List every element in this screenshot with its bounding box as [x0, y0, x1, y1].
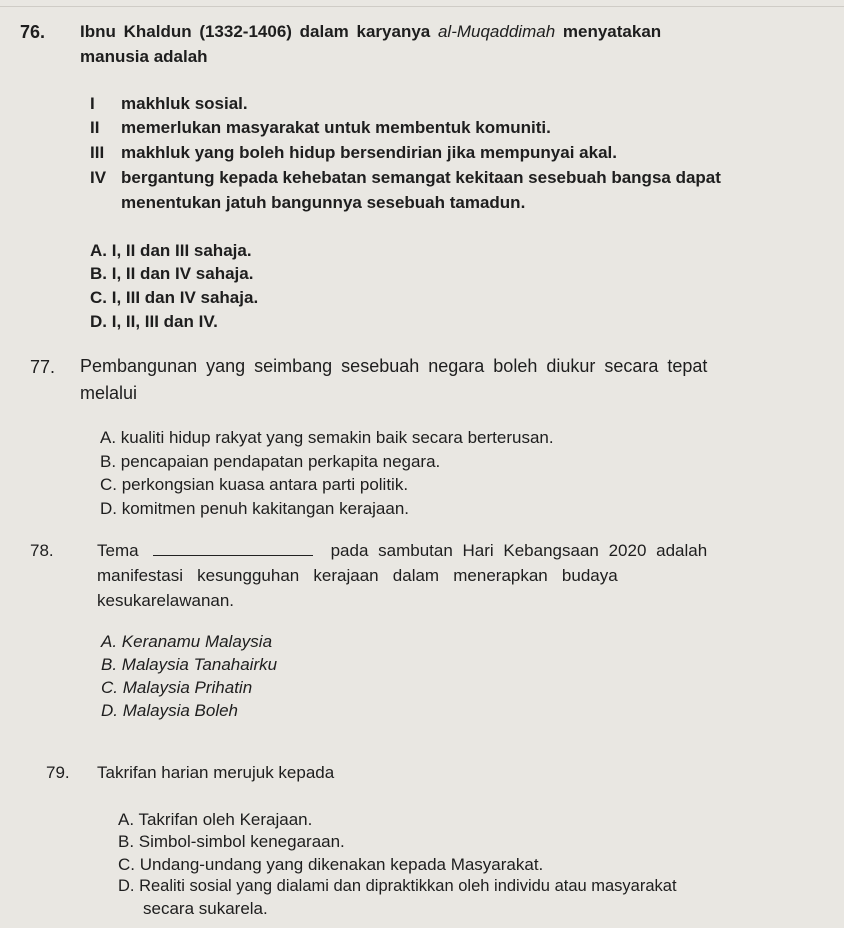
option-c[interactable]: C. Undang-undang yang dikenakan kepada Masyarakat.: [118, 855, 544, 874]
option-d[interactable]: D. Realiti sosial yang dialami dan dipraktikkan oleh individu atau masyarakat: [118, 877, 677, 895]
question-number: 78.: [30, 541, 54, 560]
question-number: 76.: [20, 22, 46, 42]
option-a[interactable]: A. kualiti hidup rakyat yang semakin baik secara berterusan.: [100, 428, 554, 447]
statement-text: memerlukan masyarakat untuk membentuk komuniti.: [121, 118, 551, 137]
question-number: 77.: [30, 357, 56, 377]
page-top-edge: [0, 6, 844, 7]
option-a[interactable]: A. Keranamu Malaysia: [101, 632, 273, 651]
question-stem-line2: manifestasi kesungguhan kerajaan dalam menerapkan budaya: [97, 566, 618, 585]
option-c[interactable]: C. Malaysia Prihatin: [101, 678, 253, 697]
statement-text: makhluk yang boleh hidup bersendirian jika mempunyai akal.: [121, 143, 617, 162]
option-c[interactable]: C. I, III dan IV sahaja.: [90, 288, 259, 307]
stem-word: Tema: [97, 541, 139, 560]
option-d-cont: secara sukarela.: [143, 899, 268, 918]
option-a[interactable]: A. Takrifan oleh Kerajaan.: [118, 810, 313, 829]
statement-numeral: III: [90, 143, 105, 162]
option-b[interactable]: B. pencapaian pendapatan perkapita negara.: [100, 452, 441, 471]
question-stem: Pembangunan yang seimbang sesebuah negara boleh diukur secara tepat: [80, 356, 708, 376]
statement-text-cont: menentukan jatuh bangunnya sesebuah tamadun.: [121, 193, 526, 212]
stem-text: Ibnu Khaldun (1332-1406) dalam karyanya: [80, 22, 438, 41]
question-stem: [80, 22, 661, 42]
option-d[interactable]: D. Malaysia Boleh: [101, 701, 239, 720]
option-d[interactable]: D. komitmen penuh kakitangan kerajaan.: [100, 499, 410, 518]
option-b[interactable]: B. Simbol-simbol kenegaraan.: [118, 832, 345, 851]
question-stem-line2: manusia adalah: [80, 47, 208, 66]
option-c[interactable]: C. perkongsian kuasa antara parti politik.: [100, 475, 409, 494]
statement-numeral: IV: [90, 168, 107, 187]
statement-text: makhluk sosial.: [121, 94, 248, 113]
question-stem-line3: kesukarelawanan.: [97, 591, 235, 610]
statement-numeral: II: [90, 118, 100, 137]
option-b[interactable]: B. Malaysia Tanahairku: [101, 655, 278, 674]
question-stem-line2: melalui: [80, 383, 138, 403]
stem-italic-title: al-Muqaddimah: [437, 22, 556, 41]
question-stem: Takrifan harian merujuk kepada: [97, 763, 335, 782]
option-b[interactable]: B. I, II dan IV sahaja.: [90, 264, 254, 283]
question-stem: [97, 541, 707, 561]
stem-text-end: menyatakan: [555, 22, 662, 41]
option-d[interactable]: D. I, II, III dan IV.: [90, 312, 218, 331]
stem-rest: pada sambutan Hari Kebangsaan 2020 adalah: [330, 541, 708, 560]
answer-blank: [153, 541, 313, 556]
question-number: 79.: [46, 763, 70, 782]
statement-numeral: I: [90, 94, 95, 113]
statement-text: bergantung kepada kehebatan semangat kekitaan sesebuah bangsa dapat: [121, 168, 721, 187]
option-a[interactable]: A. I, II dan III sahaja.: [90, 241, 252, 260]
